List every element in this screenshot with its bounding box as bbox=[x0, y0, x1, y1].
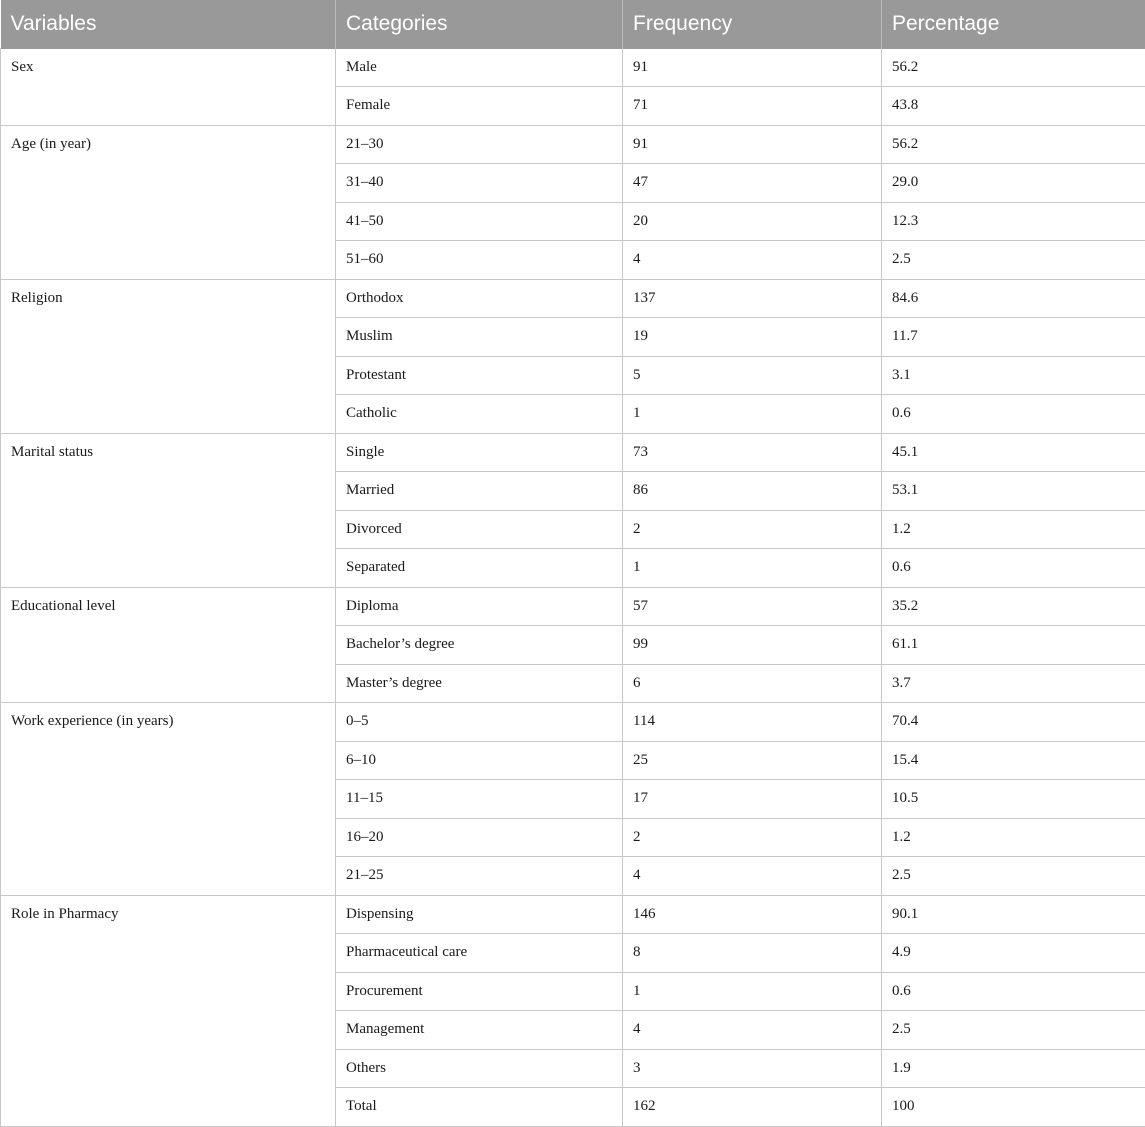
table-row bbox=[1, 703, 1145, 742]
header-frequency: Frequency bbox=[623, 0, 882, 48]
frequency-cell: 20 bbox=[623, 202, 882, 241]
table-row bbox=[1, 279, 1145, 318]
category-cell: Catholic bbox=[336, 395, 623, 434]
frequency-cell: 146 bbox=[623, 895, 882, 934]
variable-cell: Age (in year) bbox=[1, 125, 336, 279]
category-cell: Diploma bbox=[336, 587, 623, 626]
table-header bbox=[1, 0, 1145, 48]
table-row bbox=[1, 895, 1145, 934]
header-categories: Categories bbox=[336, 0, 623, 48]
category-cell: 51–60 bbox=[336, 241, 623, 280]
category-cell: Total bbox=[336, 1088, 623, 1127]
variable-cell: Role in Pharmacy bbox=[1, 895, 336, 1126]
percentage-cell: 2.5 bbox=[882, 1011, 1145, 1050]
frequency-cell: 3 bbox=[623, 1049, 882, 1088]
category-cell: Orthodox bbox=[336, 279, 623, 318]
frequency-cell: 1 bbox=[623, 549, 882, 588]
frequency-cell: 57 bbox=[623, 587, 882, 626]
percentage-cell: 90.1 bbox=[882, 895, 1145, 934]
category-cell: 31–40 bbox=[336, 164, 623, 203]
frequency-cell: 17 bbox=[623, 780, 882, 819]
category-cell: 11–15 bbox=[336, 780, 623, 819]
percentage-cell: 10.5 bbox=[882, 780, 1145, 819]
percentage-cell: 43.8 bbox=[882, 87, 1145, 126]
frequency-cell: 4 bbox=[623, 1011, 882, 1050]
category-cell: Single bbox=[336, 433, 623, 472]
category-cell: Others bbox=[336, 1049, 623, 1088]
category-cell: 16–20 bbox=[336, 818, 623, 857]
frequency-cell: 1 bbox=[623, 972, 882, 1011]
header-percentage: Percentage bbox=[882, 0, 1145, 48]
frequency-cell: 8 bbox=[623, 934, 882, 973]
frequency-cell: 25 bbox=[623, 741, 882, 780]
category-cell: Married bbox=[336, 472, 623, 511]
percentage-cell: 53.1 bbox=[882, 472, 1145, 511]
category-cell: Management bbox=[336, 1011, 623, 1050]
category-cell: 21–25 bbox=[336, 857, 623, 896]
frequency-cell: 162 bbox=[623, 1088, 882, 1127]
frequency-cell: 2 bbox=[623, 510, 882, 549]
frequency-cell: 91 bbox=[623, 125, 882, 164]
category-cell: Divorced bbox=[336, 510, 623, 549]
percentage-cell: 29.0 bbox=[882, 164, 1145, 203]
header-row bbox=[1, 0, 1145, 48]
percentage-cell: 2.5 bbox=[882, 857, 1145, 896]
frequency-cell: 6 bbox=[623, 664, 882, 703]
percentage-cell: 0.6 bbox=[882, 972, 1145, 1011]
frequency-cell: 19 bbox=[623, 318, 882, 357]
variable-cell: Work experience (in years) bbox=[1, 703, 336, 896]
percentage-cell: 3.7 bbox=[882, 664, 1145, 703]
frequency-cell: 47 bbox=[623, 164, 882, 203]
variable-cell: Religion bbox=[1, 279, 336, 433]
category-cell: Master’s degree bbox=[336, 664, 623, 703]
percentage-cell: 3.1 bbox=[882, 356, 1145, 395]
percentage-cell: 56.2 bbox=[882, 125, 1145, 164]
percentage-cell: 12.3 bbox=[882, 202, 1145, 241]
frequency-cell: 99 bbox=[623, 626, 882, 665]
frequency-cell: 137 bbox=[623, 279, 882, 318]
category-cell: Male bbox=[336, 48, 623, 87]
percentage-cell: 0.6 bbox=[882, 549, 1145, 588]
frequency-cell: 71 bbox=[623, 87, 882, 126]
category-cell: Protestant bbox=[336, 356, 623, 395]
frequency-cell: 5 bbox=[623, 356, 882, 395]
table-row bbox=[1, 125, 1145, 164]
percentage-cell: 15.4 bbox=[882, 741, 1145, 780]
percentage-cell: 1.2 bbox=[882, 510, 1145, 549]
category-cell: 21–30 bbox=[336, 125, 623, 164]
percentage-cell: 35.2 bbox=[882, 587, 1145, 626]
percentage-cell: 61.1 bbox=[882, 626, 1145, 665]
category-cell: Female bbox=[336, 87, 623, 126]
table-row bbox=[1, 48, 1145, 87]
percentage-cell: 0.6 bbox=[882, 395, 1145, 434]
category-cell: Procurement bbox=[336, 972, 623, 1011]
table-row bbox=[1, 587, 1145, 626]
percentage-cell: 1.2 bbox=[882, 818, 1145, 857]
header-variables: Variables bbox=[1, 0, 336, 48]
frequency-cell: 1 bbox=[623, 395, 882, 434]
percentage-cell: 45.1 bbox=[882, 433, 1145, 472]
percentage-cell: 4.9 bbox=[882, 934, 1145, 973]
category-cell: Separated bbox=[336, 549, 623, 588]
variable-cell: Educational level bbox=[1, 587, 336, 703]
category-cell: Dispensing bbox=[336, 895, 623, 934]
category-cell: Pharmaceutical care bbox=[336, 934, 623, 973]
table-body bbox=[1, 48, 1145, 1126]
variable-cell: Sex bbox=[1, 48, 336, 125]
category-cell: Muslim bbox=[336, 318, 623, 357]
frequency-cell: 4 bbox=[623, 241, 882, 280]
category-cell: Bachelor’s degree bbox=[336, 626, 623, 665]
frequency-cell: 114 bbox=[623, 703, 882, 742]
percentage-cell: 70.4 bbox=[882, 703, 1145, 742]
frequency-cell: 2 bbox=[623, 818, 882, 857]
frequency-cell: 4 bbox=[623, 857, 882, 896]
frequency-cell: 86 bbox=[623, 472, 882, 511]
variable-cell: Marital status bbox=[1, 433, 336, 587]
percentage-cell: 11.7 bbox=[882, 318, 1145, 357]
category-cell: 0–5 bbox=[336, 703, 623, 742]
category-cell: 41–50 bbox=[336, 202, 623, 241]
percentage-cell: 84.6 bbox=[882, 279, 1145, 318]
frequency-cell: 73 bbox=[623, 433, 882, 472]
percentage-cell: 100 bbox=[882, 1088, 1145, 1127]
category-cell: 6–10 bbox=[336, 741, 623, 780]
percentage-cell: 2.5 bbox=[882, 241, 1145, 280]
frequency-cell: 91 bbox=[623, 48, 882, 87]
percentage-cell: 56.2 bbox=[882, 48, 1145, 87]
percentage-cell: 1.9 bbox=[882, 1049, 1145, 1088]
table-row bbox=[1, 433, 1145, 472]
